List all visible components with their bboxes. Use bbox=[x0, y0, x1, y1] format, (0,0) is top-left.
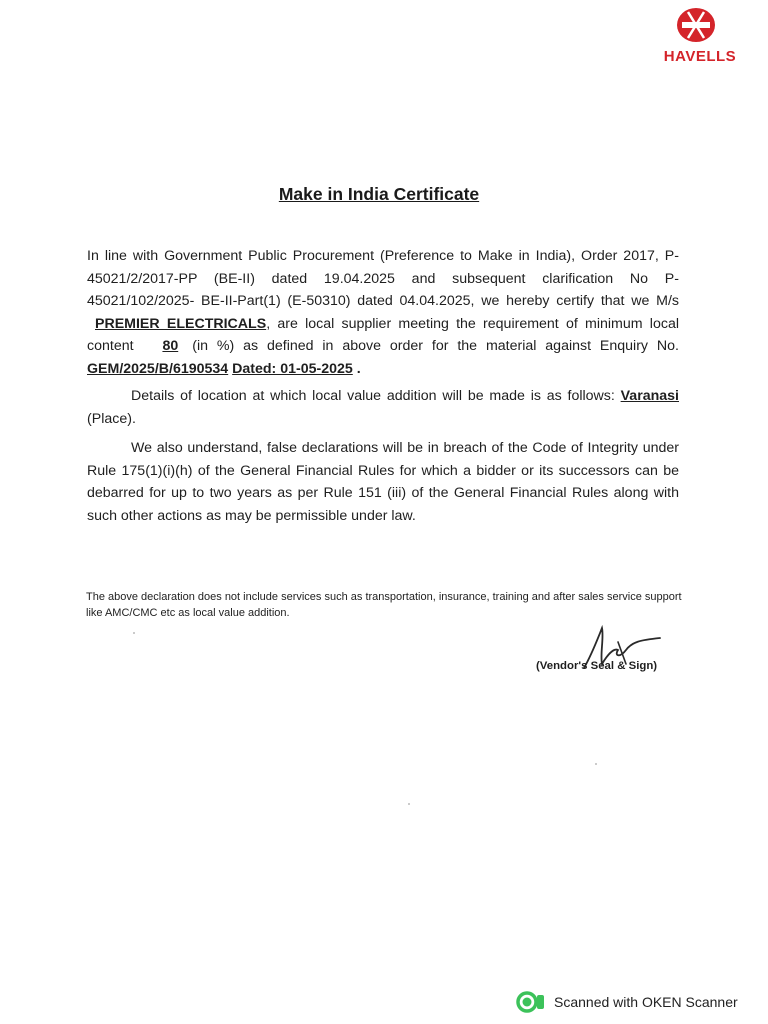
paragraph-integrity bbox=[87, 437, 679, 527]
local-content-value: 80 bbox=[162, 338, 179, 355]
declaration-end: . bbox=[352, 360, 361, 377]
company-name: PREMIER ELECTRICALS bbox=[95, 315, 267, 332]
scanner-watermark bbox=[516, 990, 738, 1014]
place-suffix: (Place). bbox=[87, 410, 136, 427]
location-text: Details of location at which local value addition will be made is as follows: bbox=[131, 388, 615, 404]
enquiry-number: GEM/2025/B/6190534 bbox=[87, 360, 229, 377]
havells-logo-icon bbox=[674, 6, 718, 44]
scan-speck bbox=[595, 763, 597, 765]
certificate-title: Make in India Certificate bbox=[278, 184, 480, 204]
logo-text: HAVELLS bbox=[663, 48, 737, 65]
declaration-text: In line with Government Public Procurement (Preference to Make in India), Order 2017, P- 45021/2/2017-PP (BE-II) dated 19.04.2025 and subsequent clarification No P-45021/102/2025- BE-II-Part(1) (E-50310) dated 04.04.2025, we hereby certify that we M/s bbox=[87, 248, 679, 310]
place-value: Varanasi bbox=[620, 388, 679, 404]
scan-speck bbox=[133, 632, 135, 634]
declaration-text-2: , are local supplier meeting the requirement of minimum local content bbox=[87, 315, 679, 355]
paragraph-declaration bbox=[87, 245, 679, 381]
declaration-text-3: (in %) as defined in above order for the material against Enquiry No. bbox=[192, 338, 679, 355]
vendor-seal-label: (Vendor's Seal & Sign) bbox=[536, 660, 658, 672]
havells-logo bbox=[646, 6, 750, 66]
scanner-text: Scanned with OKEN Scanner bbox=[554, 994, 738, 1010]
paragraph-location bbox=[87, 385, 679, 430]
oken-scanner-icon bbox=[516, 991, 546, 1013]
enquiry-date: Dated: 01-05-2025 bbox=[232, 360, 353, 377]
integrity-text: We also understand, false declarations will be in breach of the Code of Integrity under Rule 175(1)(i)(h) of the General Financial Rules for which a bidder or its successors can be debarred for up to two years as per Rule 151 (iii) of the General Financial Rules along with such other actions as may be permissible under law. bbox=[87, 440, 679, 524]
scan-speck bbox=[408, 803, 410, 805]
exclusion-note: The above declaration does not include services such as transportation, insurance, training and after sales service support like AMC/CMC etc as local value addition. bbox=[86, 591, 682, 619]
